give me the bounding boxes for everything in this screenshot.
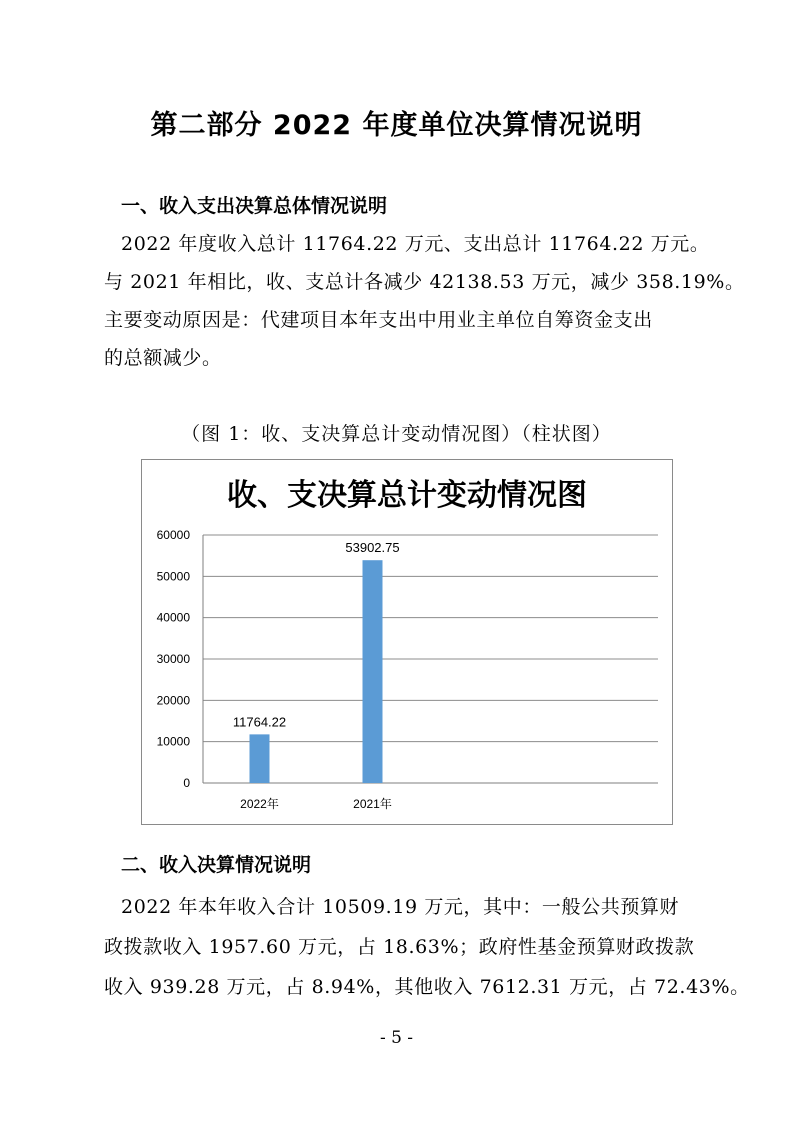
data-label: 11764.22 [232, 714, 287, 730]
section-1-heading: 一、收入支出决算总体情况说明 [121, 195, 388, 217]
page-title: 第二部分 2022 年度单位决算情况说明 [150, 110, 643, 141]
y-tick-label: 60000 [156, 528, 190, 542]
chart-title: 收、支决算总计变动情况图 [227, 478, 587, 513]
section-2-line-3: 收入 939.28 万元，占 8.94%，其他收入 7612.31 万元，占 72.43%。 [104, 976, 750, 998]
y-tick-label: 50000 [156, 569, 190, 584]
section-2-heading: 二、收入决算情况说明 [121, 854, 312, 876]
section-1-line-3: 主要变动原因是：代建项目本年支出中用业主单位自筹资金支出 [104, 309, 653, 331]
section-1-line-1: 2022 年度收入总计 11764.22 万元、支出总计 11764.22 万元。 [121, 233, 710, 255]
figure-caption: （图 1：收、支决算总计变动情况图）（柱状图） [181, 423, 612, 445]
section-2-line-1: 2022 年本年收入合计 10509.19 万元，其中：一般公共预算财 [121, 896, 680, 918]
y-tick-label: 20000 [156, 693, 190, 708]
bar [363, 560, 383, 783]
section-2-line-2: 政拨款收入 1957.60 万元，占 18.63%；政府性基金预算财政拨款 [104, 936, 695, 958]
x-tick-label: 2022年 [240, 797, 279, 811]
section-1-line-4: 的总额减少。 [104, 347, 222, 369]
page-number: - 5 - [379, 1028, 414, 1048]
y-tick-label: 40000 [156, 610, 190, 625]
data-label: 53902.75 [345, 540, 400, 556]
y-tick-label: 10000 [156, 734, 190, 749]
y-tick-label: 0 [183, 776, 190, 790]
y-tick-label: 30000 [156, 652, 190, 666]
section-1-line-2: 与 2021 年相比，收、支总计各减少 42138.53 万元，减少 358.19%。 [104, 271, 745, 293]
x-tick-label: 2021年 [353, 797, 392, 811]
bar [250, 734, 270, 783]
chart-plot [142, 460, 672, 824]
bar-chart [141, 459, 673, 825]
